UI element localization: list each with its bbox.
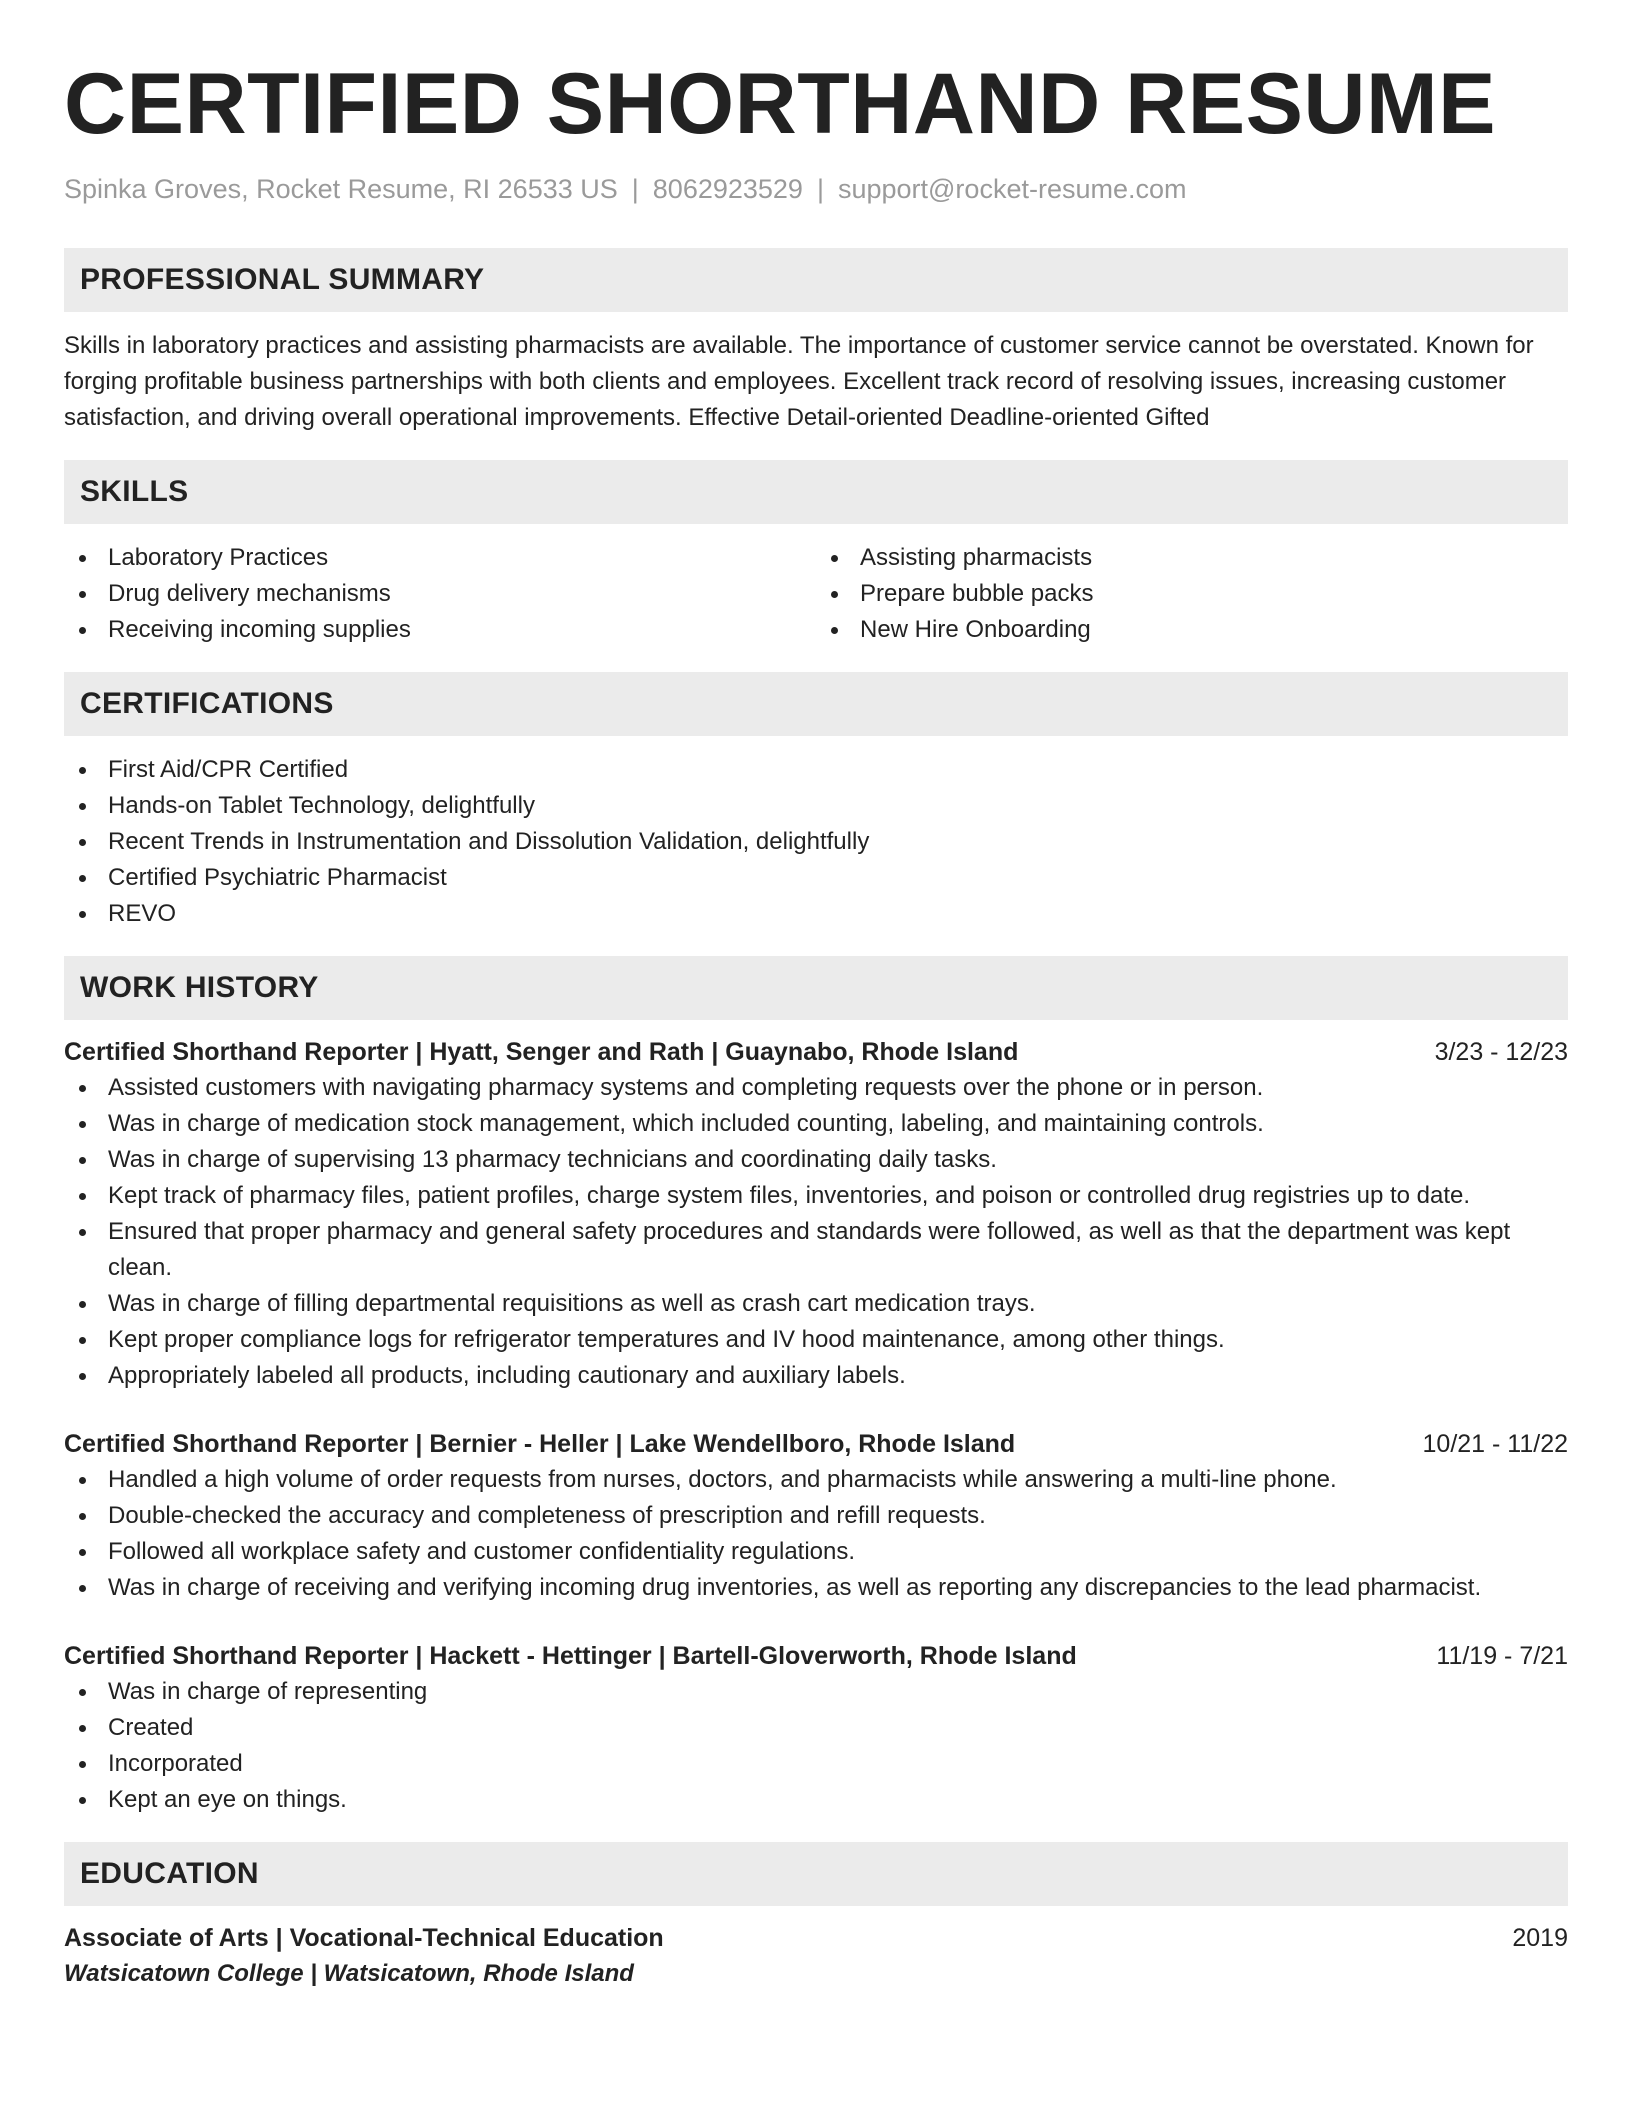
summary-text: Skills in laboratory practices and assisting pharmacists are available. The importance of customer service cannot be overstated. Known for forging profitable business partnerships with both clients and employees. Excellent track record of resolving issues, increasing customer satisfaction, and driving overall operational improvements. Effective Detail-oriented Deadline-oriented Gifted: [64, 332, 1534, 431]
skill-item: Receiving incoming supplies: [64, 612, 816, 648]
certification-item: First Aid/CPR Certified: [64, 752, 1568, 788]
job-header: [64, 1638, 1568, 1674]
education-header: [64, 1920, 1568, 1956]
skill-item: Prepare bubble packs: [816, 576, 1568, 612]
job-bullets: [64, 1674, 1568, 1818]
skills-column-left: [64, 540, 816, 648]
contact-separator: |: [816, 174, 824, 204]
contact-email: support@rocket-resume.com: [837, 174, 1187, 204]
skill-item: Drug delivery mechanisms: [64, 576, 816, 612]
job-bullet: Followed all workplace safety and customer confidentiality regulations.: [64, 1534, 1568, 1570]
skill-item: Laboratory Practices: [64, 540, 816, 576]
certification-item: REVO: [64, 896, 1568, 932]
skills-list: [64, 540, 1568, 648]
education-degree: Associate of Arts | Vocational-Technical Education: [64, 1924, 664, 1952]
certification-item: Recent Trends in Instrumentation and Dissolution Validation, delightfully: [64, 824, 1568, 860]
job-bullet: Ensured that proper pharmacy and general safety procedures and standards were followed, as well as that the department was kept clean.: [64, 1214, 1568, 1286]
contact-phone: 8062923529: [652, 174, 803, 204]
section-header-education: EDUCATION: [64, 1842, 1568, 1906]
job-bullet: Kept proper compliance logs for refrigerator temperatures and IV hood maintenance, among other things.: [64, 1322, 1568, 1358]
job-entry: [64, 1638, 1568, 1818]
job-title: Certified Shorthand Reporter | Hackett - Hettinger | Bartell-Gloverworth, Rhode Island: [64, 1642, 1077, 1670]
section-header-summary: PROFESSIONAL SUMMARY: [64, 248, 1568, 312]
skill-item: Assisting pharmacists: [816, 540, 1568, 576]
education-year: 2019: [1512, 1924, 1568, 1952]
job-header: [64, 1426, 1568, 1462]
job-bullet: Incorporated: [64, 1746, 1568, 1782]
job-bullet: Was in charge of filling departmental requisitions as well as crash cart medication trays.: [64, 1286, 1568, 1322]
section-header-skills: SKILLS: [64, 460, 1568, 524]
skills-column-right: [816, 540, 1568, 648]
job-title: Certified Shorthand Reporter | Hyatt, Senger and Rath | Guaynabo, Rhode Island: [64, 1038, 1019, 1066]
job-bullet: Appropriately labeled all products, including cautionary and auxiliary labels.: [64, 1358, 1568, 1394]
skill-item: New Hire Onboarding: [816, 612, 1568, 648]
job-bullet: Was in charge of medication stock management, which included counting, labeling, and maintaining controls.: [64, 1106, 1568, 1142]
certification-item: Certified Psychiatric Pharmacist: [64, 860, 1568, 896]
resume-title: CERTIFIED SHORTHAND RESUME: [64, 56, 1497, 152]
job-bullet: Kept track of pharmacy files, patient profiles, charge system files, inventories, and poison or controlled drug registries up to date.: [64, 1178, 1568, 1214]
job-dates: 11/19 - 7/21: [1436, 1642, 1568, 1670]
contact-separator: |: [631, 174, 639, 204]
job-bullet: Kept an eye on things.: [64, 1782, 1568, 1818]
contact-line: [64, 172, 1568, 206]
job-bullet: Was in charge of supervising 13 pharmacy technicians and coordinating daily tasks.: [64, 1142, 1568, 1178]
section-header-certifications: CERTIFICATIONS: [64, 672, 1568, 736]
job-bullet: Handled a high volume of order requests from nurses, doctors, and pharmacists while answering a multi-line phone.: [64, 1462, 1568, 1498]
education-school: Watsicatown College | Watsicatown, Rhode Island: [64, 1960, 634, 1987]
job-title: Certified Shorthand Reporter | Bernier - Heller | Lake Wendellboro, Rhode Island: [64, 1430, 1016, 1458]
job-bullet: Created: [64, 1710, 1568, 1746]
certification-item: Hands-on Tablet Technology, delightfully: [64, 788, 1568, 824]
contact-address: Spinka Groves, Rocket Resume, RI 26533 US: [64, 174, 618, 204]
certifications-list: [64, 752, 1568, 932]
job-entry: [64, 1034, 1568, 1394]
section-header-work-history: WORK HISTORY: [64, 956, 1568, 1020]
job-bullet: Was in charge of receiving and verifying incoming drug inventories, as well as reporting any discrepancies to the lead pharmacist.: [64, 1570, 1568, 1606]
job-bullet: Assisted customers with navigating pharmacy systems and completing requests over the phone or in person.: [64, 1070, 1568, 1106]
job-bullet: Was in charge of representing: [64, 1674, 1568, 1710]
job-entry: [64, 1426, 1568, 1606]
job-dates: 3/23 - 12/23: [1434, 1038, 1568, 1066]
job-bullets: [64, 1462, 1568, 1606]
job-dates: 10/21 - 11/22: [1422, 1430, 1568, 1458]
job-bullet: Double-checked the accuracy and completeness of prescription and refill requests.: [64, 1498, 1568, 1534]
job-header: [64, 1034, 1568, 1070]
job-bullets: [64, 1070, 1568, 1394]
